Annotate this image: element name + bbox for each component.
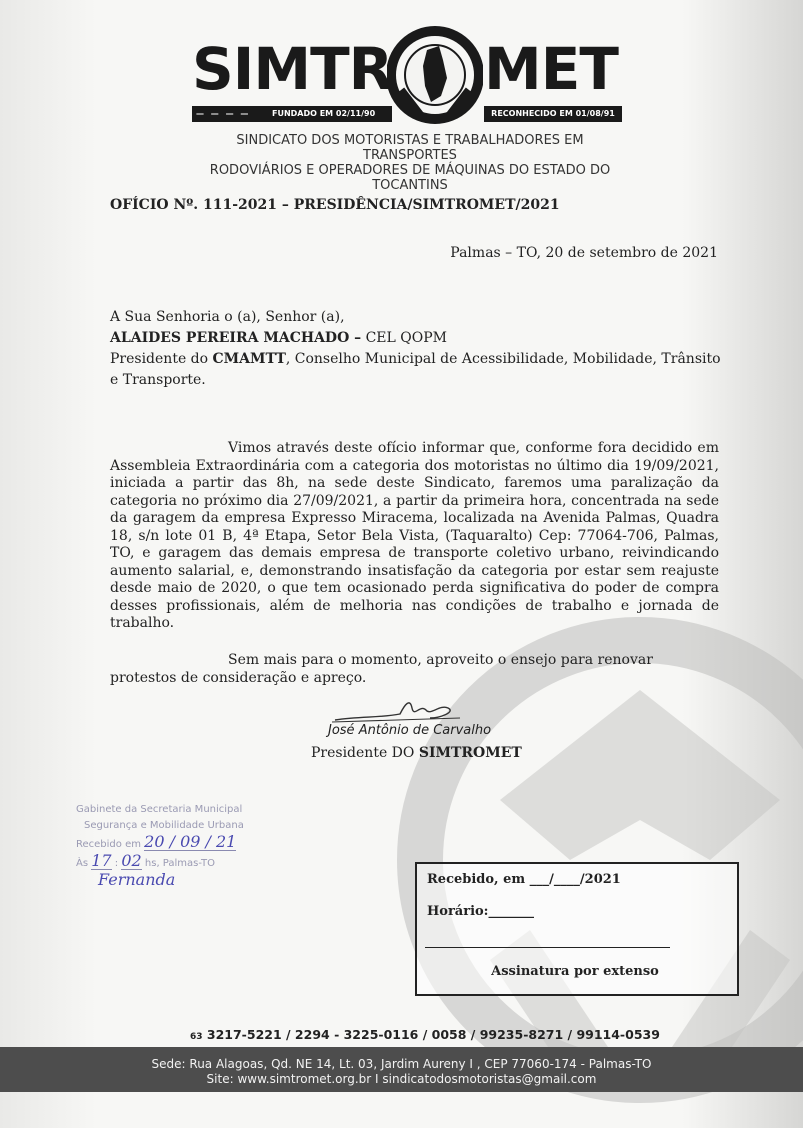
signer-role-prefix: Presidente DO [311, 745, 419, 761]
role-suffix: , Conselho Municipal de Acessibilidade, Mobilidade, Trânsito e Transporte. [110, 351, 721, 388]
stamp-time-row: Às 17 : 02 hs, Palmas-TO [76, 851, 216, 870]
role-prefix: Presidente do [110, 351, 213, 367]
reception-stamp [76, 802, 296, 891]
body-paragraph: Vimos através deste ofício informar que, conforme fora decidido em Assembleia Extraordinária com a categoria dos motoristas no último dia 19/09/2021, iniciada a partir das 8h, na sede deste Sindicato, faremos uma paralização da categoria no próximo dia 27/09/2021, a partir da primeira hora, concentrada na sede da garagem da empresa Expresso Miracema, localizada na Avenida Palmas, Quadra 18, s/n lote 01 B, 4ª Etapa, Setor Bela Vista, (Taquaralto) Cep: 77064-706, Palmas, TO, e garagem das demais empresa de transporte coletivo urbano, reivindicando aumento salarial, e, demonstrando insatisfação da categoria por estar sem reajuste desde maio de 2020, o que tem ocasionado perda significativa do poder de compra desses profissionais, além de melhoria nas condições de trabalho e jornada de trabalho. [110, 440, 719, 631]
receipt-signature-label: Assinatura por extenso [491, 964, 659, 979]
stamp-received-label: Recebido em [76, 839, 141, 850]
signer-role [311, 745, 522, 761]
stamp-time-min: 02 [121, 851, 142, 870]
stamp-line1: Gabinete da Secretaria Municipal [76, 804, 243, 815]
letter-body [110, 440, 719, 633]
closing-text: Sem mais para o momento, aproveito o ensejo para renovar protestos de consideração e apreço. [110, 652, 653, 686]
signer-name: José Antônio de Carvalho [328, 723, 492, 738]
phone-numbers [190, 1027, 660, 1042]
phone-list: 3217-5221 / 2294 - 3225-0116 / 0058 / 99235-8271 / 99114-0539 [206, 1027, 660, 1042]
receipt-time: Horário:_______ [427, 904, 534, 919]
steering-wheel-icon [387, 20, 483, 130]
recipient-line [110, 328, 730, 349]
receipt-received: Recebido, em ___/____/2021 [427, 872, 621, 887]
recipient-name: ALAIDES PEREIRA MACHADO – [110, 330, 362, 346]
recipient-role [110, 349, 730, 391]
stamp-line2: Segurança e Mobilidade Urbana [84, 820, 244, 831]
recipient-rank: CEL QOPM [361, 330, 447, 346]
union-name-line2: RODOVIÁRIOS E OPERADORES DE MÁQUINAS DO ESTADO DO TOCANTINS [209, 163, 611, 193]
closing-paragraph [110, 652, 719, 687]
logo-text-left: SIMTR [192, 35, 393, 103]
receipt-box [415, 862, 739, 996]
salutation: A Sua Senhoria o (a), Senhor (a), [110, 309, 345, 325]
union-name-line1: SINDICATO DOS MOTORISTAS E TRABALHADORES EM TRANSPORTES [236, 133, 584, 163]
recognized-bar [484, 106, 622, 122]
stamp-time-label: Às [76, 858, 89, 869]
stamp-received-date: 20 / 09 / 21 [144, 832, 237, 851]
founded-date: FUNDADO EM 02/11/90 [272, 109, 376, 118]
addressee-block [110, 307, 730, 391]
union-full-name [190, 133, 630, 193]
stamp-time-hour: 17 [91, 851, 112, 870]
role-org: CMAMTT [212, 351, 286, 367]
footer-bar [0, 1047, 803, 1092]
founded-bar: — — — — FUNDADO EM 02/11/90 [192, 106, 392, 122]
place-date: Palmas – TO, 20 de setembro de 2021 [450, 245, 718, 261]
footer-address: Sede: Rua Alagoas, Qd. NE 14, Lt. 03, Jardim Aureny I , CEP 77060-174 - Palmas-TO [151, 1057, 652, 1071]
document-reference: OFÍCIO Nº. 111-2021 – PRESIDÊNCIA/SIMTROMET/2021 [110, 197, 560, 213]
recognized-date: RECONHECIDO EM 01/08/91 [491, 109, 615, 118]
footer-site: Site: www.simtromet.org.br I sindicatodosmotoristas@gmail.com [206, 1072, 597, 1086]
stamp-time-suffix: hs, Palmas-TO [144, 858, 216, 869]
stamp-handwritten-name: Fernanda [98, 870, 176, 889]
signer-role-org: SIMTROMET [418, 745, 522, 761]
logo-text-right: MET [484, 35, 618, 103]
receipt-signature-line [425, 947, 670, 948]
union-logo [192, 20, 622, 130]
stamp-signature-row [76, 872, 296, 891]
phone-area-code: 63 [190, 1032, 203, 1042]
